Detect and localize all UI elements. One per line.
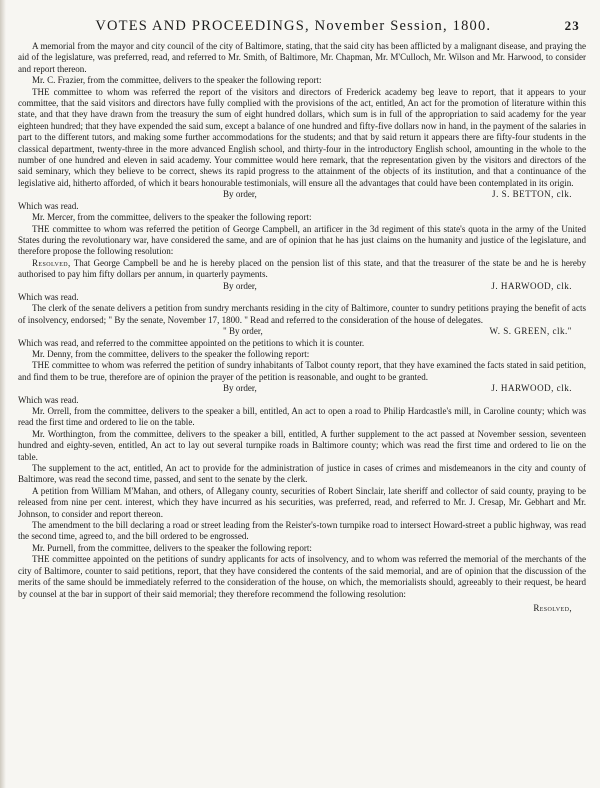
paragraph-read-referred: Which was read, and referred to the committee appointed on the petitions to which it is counter.	[18, 337, 365, 348]
paragraph-talbot-report: THE committee to whom was referred the petition of sundry inhabitants of Talbot county report, that they have examined the facts stated in said petition, and find them to be true, therefore are of opinion the prayer of the petition is reasonable, and ought to be granted.	[18, 360, 586, 382]
paragraph-mercer: Mr. Mercer, from the committee, delivers to the speaker the following report:	[32, 212, 312, 223]
which-was-read: Which was read.	[18, 200, 79, 211]
which-was-read: Which was read.	[18, 394, 79, 405]
paragraph-denny: Mr. Denny, from the committee, delivers to the speaker the following report:	[32, 348, 310, 359]
page-number: 23	[564, 18, 580, 33]
catchword: Resolved,	[533, 602, 572, 613]
paragraph-campbell-report: THE committee to whom was referred the petition of George Campbell, an artificer in the 3d regiment of this state's quota in the army of the United States during the revolutionary war, have considered the same, and are of opinion that he has just claims on the humanity and justice of the legislature, and therefore propose the following resolution:	[18, 223, 586, 257]
clerk-name: W. S. GREEN, clk."	[489, 326, 572, 337]
signature-harwood	[18, 383, 586, 394]
paragraph-frazier: Mr. C. Frazier, from the committee, delivers to the speaker the following report:	[32, 75, 322, 86]
clerk-name: J. S. BETTON, clk.	[492, 189, 572, 200]
resolved-label: Resolved,	[32, 257, 71, 268]
page-header	[22, 18, 580, 35]
paragraph-mcmahan-petition: A petition from William M'Mahan, and others, of Allegany county, securities of Robert Sinclair, late sheriff and collector of said county, praying to be released from nine per cent. interest, which they have incurred as his securities, was preferred, read, and referred to Mr. J. Cresap, Mr. Gebhart and Mr. Johnson, to consider and report thereon.	[18, 485, 586, 519]
signature-betton	[18, 189, 586, 200]
clerk-name: J. HARWOOD, clk.	[491, 383, 572, 394]
signature-harwood	[18, 281, 586, 292]
paragraph-senate-petition: The clerk of the senate delivers a petition from sundry merchants residing in the city of Baltimore, counter to sundry petitions praying the benefit of acts of insolvency, endorsed; " By the senate, November 17, 1800. " Read and referred to the consideration of the house of delegates.	[18, 303, 586, 325]
signature-green	[18, 326, 586, 337]
running-title: VOTES AND PROCEEDINGS, November Session, 1800.	[95, 18, 492, 34]
by-order: By order,	[223, 383, 257, 394]
paragraph-frederick-academy-report: THE committee to whom was referred the report of the visitors and directors of Frederick academy beg leave to report, that it appears to your committee, that the said visitors and directors have fully complied with the provisions of the act, entitled, An act for the promotion of literature within this state, and that they have drawn from the treasury the sum of eight hundred dollars, which sum is in full of the appropriation to said academy for the year eighteen hundred; that they have expended the said sum, except a balance of one hundred and fifty-five dollars now in hand, in the payment of the salaries in part to the different tutors, and making some further accommodations for the students; and that by said return it appears there are fifty-four students in the classical department, twenty-three in the more advanced English school, and thirty-four in the introductory English school, amounting in the whole to the number of one hundred and eleven in said academy. Your committee would here remark, that the representation given by the visitors and directors of the said seminary, which they believe to be correct, shews its rapid progress to the attainment of the objects of its institution, and that a continuance of the legislative aid, hitherto afforded, of which it bears honourable testimonials, will ensure all the advantages that could have been contemplated in its origin.	[18, 86, 587, 188]
resolution-text: That George Campbell be and he is hereby placed on the pension list of this state, and that the treasurer of the state be and he is hereby authorised to pay him fifty dollars per annum, in quarterly payments.	[18, 257, 586, 280]
paragraph-supplement: The supplement to the act, entitled, An act to provide for the administration of justice in cases of crimes and misdemeanors in the city and county of Baltimore, was read the second time, passed, and sent to the senate by the clerk.	[18, 463, 586, 485]
by-order: By order,	[223, 280, 257, 291]
paragraph-worthington: Mr. Worthington, from the committee, delivers to the speaker a bill, entitled, A further supplement to the act passed at November session, seventeen hundred and eighty-seven, entitled, An act to lay out several turnpike roads in Baltimore county; which was read the first time and ordered to lie on the table.	[18, 428, 586, 462]
by-order: By order,	[223, 189, 257, 200]
paragraph-amendment: The amendment to the bill declaring a road or street leading from the Reister's-town turnpike road to intersect Howard-street a public highway, was read the second time, agreed to, and the bill ordered to be engrossed.	[18, 520, 586, 542]
paragraph-purnell: Mr. Purnell, from the committee, delivers to the speaker the following report:	[32, 542, 312, 553]
which-was-read: Which was read.	[18, 291, 79, 302]
paragraph-campbell-resolution	[18, 258, 586, 281]
clerk-name: J. HARWOOD, clk.	[491, 280, 572, 291]
by-order: " By order,	[223, 326, 263, 337]
paragraph-insolvency-report: THE committee appointed on the petitions of sundry applicants for acts of insolvency, and to whom was referred the memorial of the merchants of the city of Baltimore, counter to said petitions, report, that they have considered the contents of the said memorial, and are of opinion that the discussion of the merits of the same should be immediately referred to the consideration of the house, on which, the memorialists should, agreeably to their request, be heard by counsel at the bar in support of their said memorial; they therefore recommend the following resolution:	[18, 554, 586, 599]
paragraph-baltimore-memorial: A memorial from the mayor and city council of the city of Baltimore, stating, that the said city has been afflicted by a malignant disease, and praying the aid of the legislature, was preferred, read, and referred to Mr. Smith, of Baltimore, Mr. Chapman, Mr. M'Culloch, Mr. Wilson and Mr. Harwood, to consider and report thereon.	[18, 41, 586, 74]
binding-shadow	[0, 0, 6, 788]
paragraph-orrell: Mr. Orrell, from the committee, delivers to the speaker a bill, entitled, An act to open a road to Philip Hardcastle's mill, in Caroline county; which was read the first time and ordered to lie on the table.	[18, 406, 586, 428]
